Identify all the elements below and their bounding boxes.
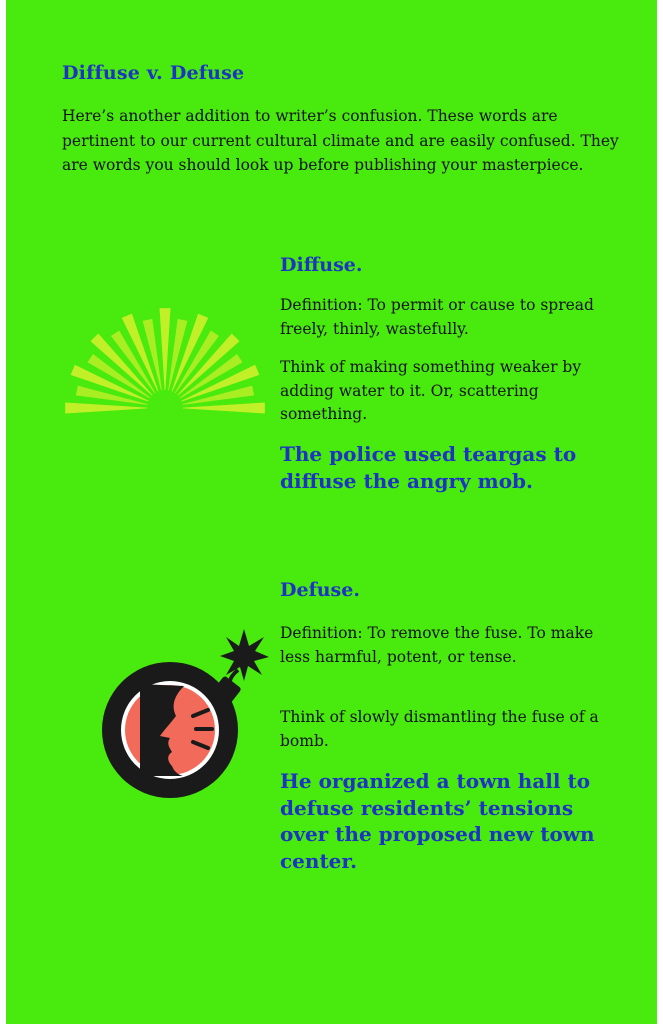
sunburst-rays-icon xyxy=(60,296,270,416)
defuse-heading: Defuse. xyxy=(280,579,360,601)
sunburst-ray xyxy=(65,403,147,414)
spark-icon xyxy=(220,629,269,681)
page-background xyxy=(6,0,657,1024)
diffuse-example: The police used teargas to diffuse the angry mob. xyxy=(280,442,577,493)
bomb-face-icon xyxy=(100,628,280,798)
diffuse-heading: Diffuse. xyxy=(280,254,363,276)
page-title: Diffuse v. Defuse xyxy=(62,62,245,84)
sunburst-ray xyxy=(183,403,265,414)
defuse-definition: Definition: To remove the fuse. To make less harmful, potent, or tense. xyxy=(280,624,594,666)
sunburst-ray xyxy=(160,308,171,390)
diffuse-think-text: Think of making something weaker by adding water to it. Or, scattering something. xyxy=(280,358,582,423)
defuse-think-text: Think of slowly dismantling the fuse of a bomb. xyxy=(280,708,599,750)
intro-paragraph: Here’s another addition to writer’s confusion. These words are pertinent to our current cultural climate and are easily confused. They are words you should look up before publishing your masterpiece. xyxy=(62,107,619,174)
defuse-example: He organized a town hall to defuse residents’ tensions over the proposed new town center. xyxy=(280,769,595,873)
diffuse-definition: Definition: To permit or cause to spread freely, thinly, wastefully. xyxy=(280,296,594,338)
